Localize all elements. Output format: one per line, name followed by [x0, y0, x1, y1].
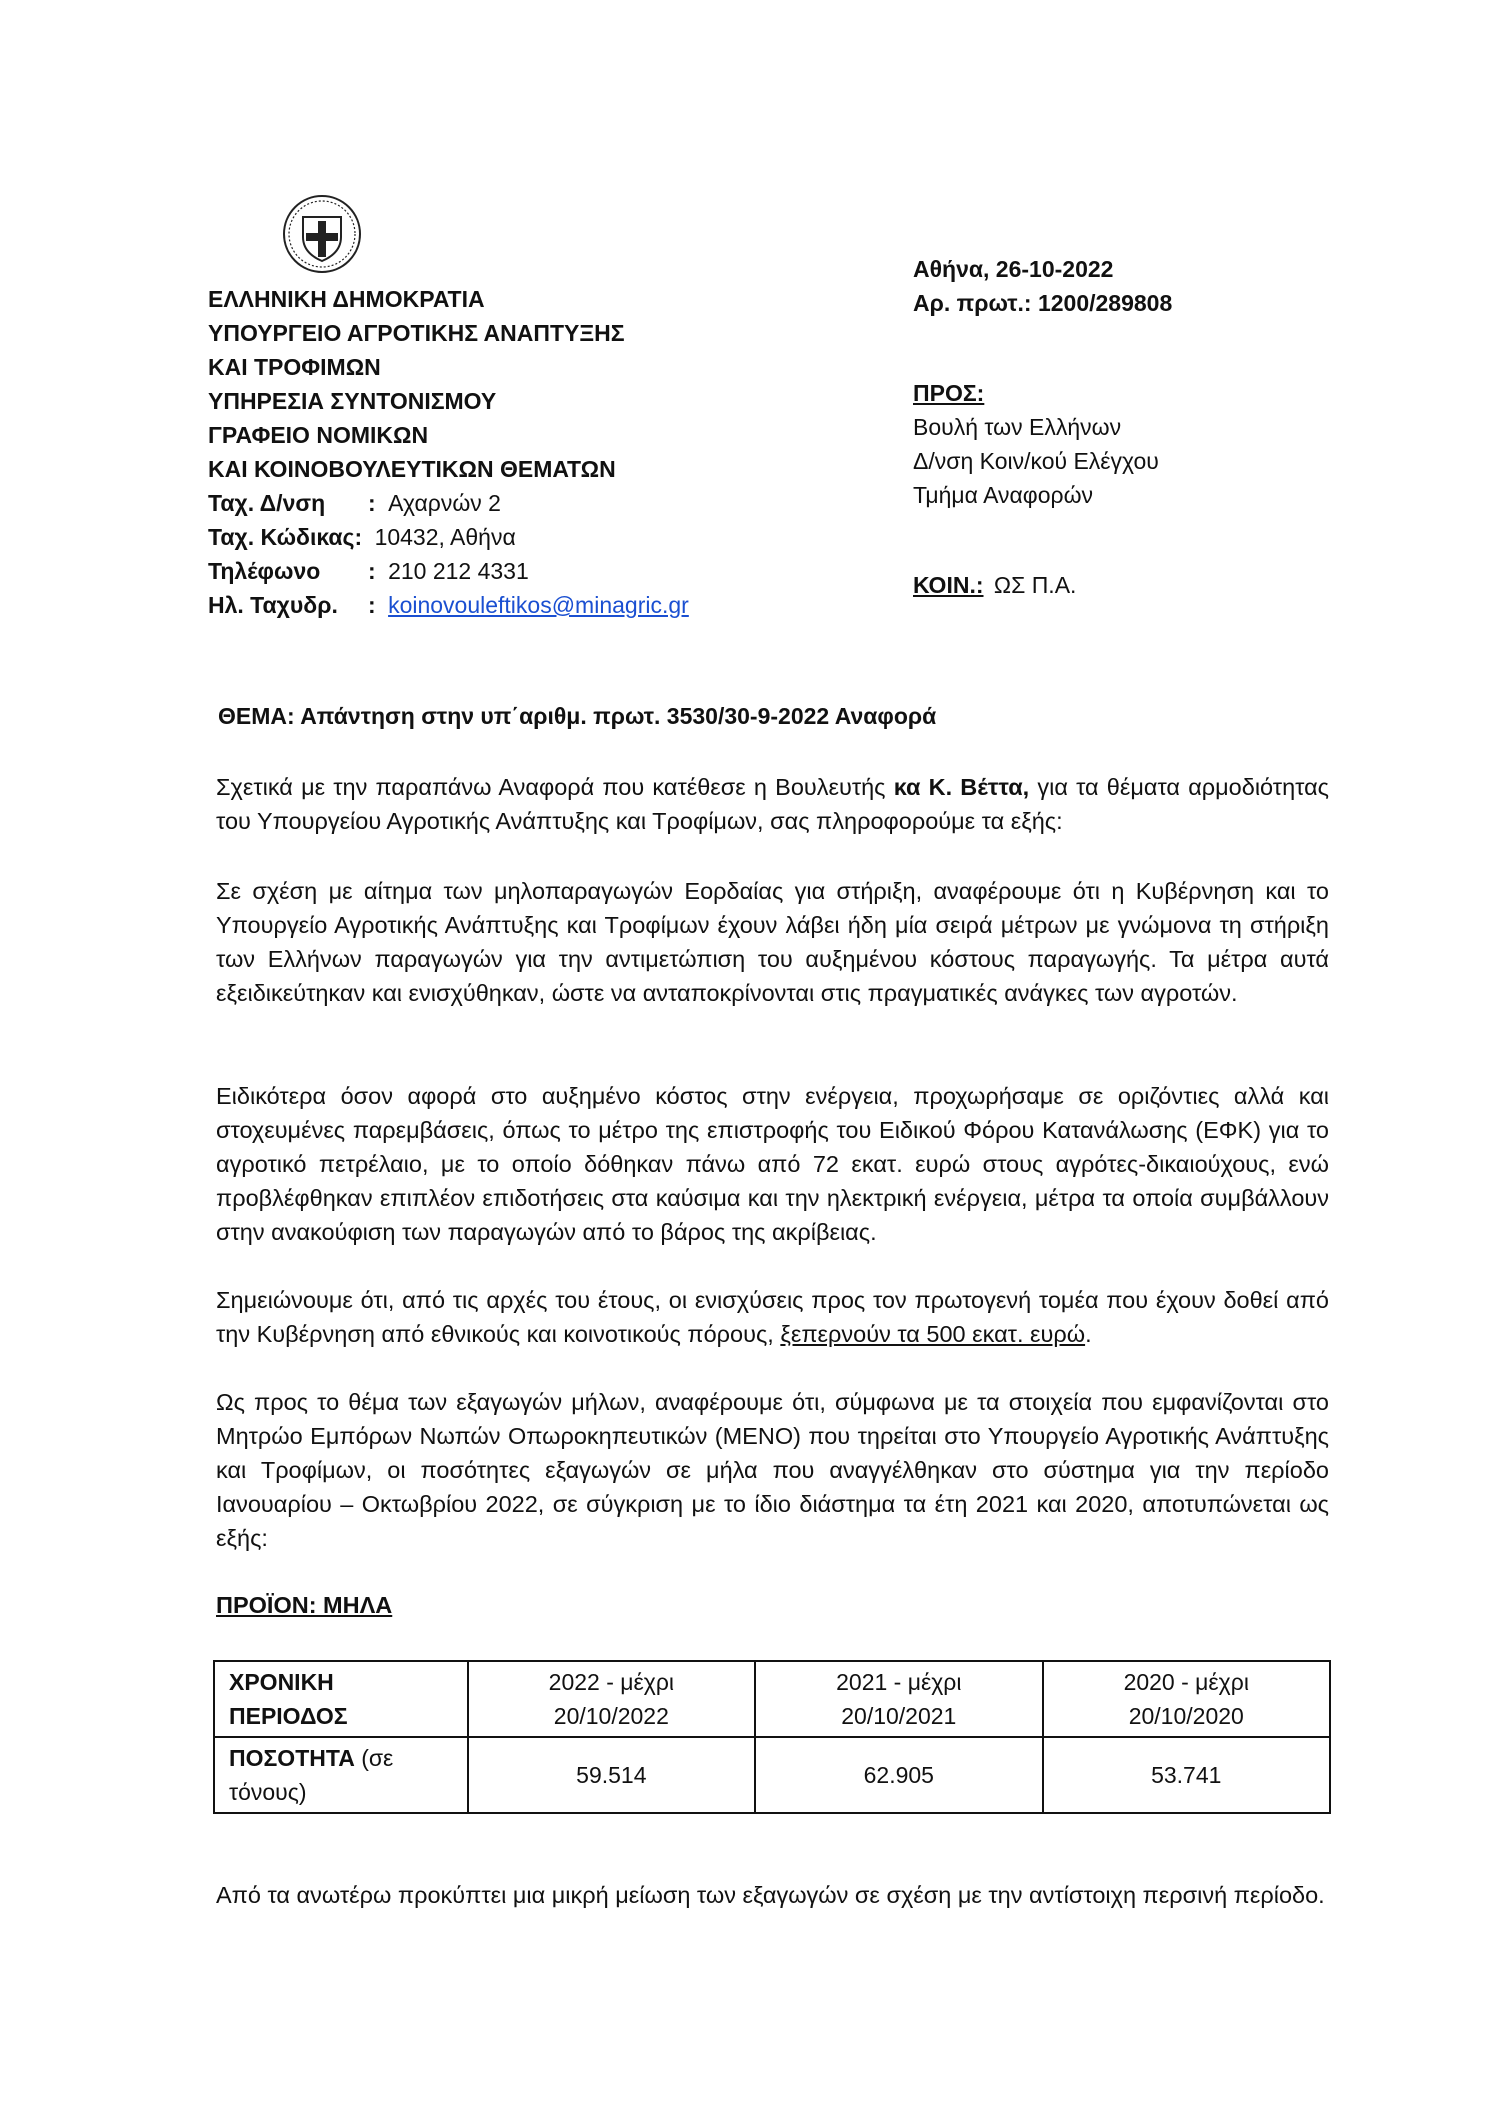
table-cell: 62.905 [755, 1737, 1042, 1813]
paragraph-energy: Ειδικότερα όσον αφορά στο αυξημένο κόστος στην ενέργεια, προχωρήσαμε σε οριζόντιες αλλά και στοχευμένες παρεμβάσεις, όπως το μέτρο της επιστροφής του Ειδικού Φόρου Κατανάλωσης (ΕΦΚ) για το αγροτικό πετρέλαιο, με το οποίο δόθηκαν πάνω από 72 εκατ. ευρώ στους αγρότες-δικαιούχους, ενώ προβλέφθηκαν επιπλέον επιδοτήσεις στα καύσιμα και την ηλεκτρική ενέργεια, μέτρα τα οποία συμβάλλουν στην ανακούφιση των παραγωγών από το βάρος της ακρίβειας. [216, 1083, 1329, 1245]
contact-label: Ταχ. Δ/νση [208, 490, 326, 516]
quantity-unit: (σε [354, 1745, 394, 1771]
org-line: ΕΛΛΗΝΙΚΗ ΔΗΜΟΚΡΑΤΙΑ [208, 286, 485, 312]
paragraph-exports: Ως προς το θέμα των εξαγωγών μήλων, αναφέρουμε ότι, σύμφωνα με τα στοιχεία που εμφανίζονται στο Μητρώο Εμπόρων Νωπών Οπωροκηπευτικών (ΜΕΝΟ) που τηρείται στο Υπουργείο Αγροτικής Ανάπτυξης και Τροφίμων, οι ποσότητες εξαγωγών σε μήλα που αναγγέλθηκαν στο σύστημα για την περίοδο Ιανουαρίου – Οκτωβρίου 2022, σε σύγκριση με το ίδιο διάστημα τα έτη 2021 και 2020, αποτυπώνεται ως εξής: [216, 1389, 1329, 1551]
contact-sep: : [368, 490, 376, 516]
contact-label: Τηλέφωνο [208, 558, 321, 584]
sender-block [208, 282, 689, 622]
paragraph-intro [216, 770, 1329, 838]
recipient-block [913, 252, 1172, 602]
period-year: 2021 - μέχρι [836, 1669, 962, 1695]
recipient-line: Τμήμα Αναφορών [913, 482, 1094, 508]
table-row [214, 1661, 1330, 1737]
table-header-cell [1043, 1661, 1330, 1737]
period-date: 20/10/2022 [553, 1703, 669, 1729]
cc-label: ΚΟΙΝ.: [913, 572, 984, 598]
period-label: ΧΡΟΝΙΚΗ [229, 1669, 334, 1695]
recipient-line: Δ/νση Κοιν/κού Ελέγχου [913, 448, 1159, 474]
contact-label: Ηλ. Ταχυδρ. [208, 592, 338, 618]
text-run: για τα θέματα αρμοδιότητας του Υπουργείου Αγροτικής Ανάπτυξης και Τροφίμων, σας πληροφορούμε τα εξής: [216, 774, 1330, 834]
table-cell: 53.741 [1043, 1737, 1330, 1813]
text-run: . [1085, 1321, 1092, 1347]
contact-email [208, 588, 689, 622]
cc-value: ΩΣ Π.Α. [993, 572, 1077, 598]
org-line: ΚΑΙ ΚΟΙΝΟΒΟΥΛΕΥΤΙΚΩΝ ΘΕΜΑΤΩΝ [208, 456, 616, 482]
period-label: ΠΕΡΙΟΔΟΣ [229, 1703, 348, 1729]
table-cell: 59.514 [468, 1737, 755, 1813]
contact-label: Ταχ. Κώδικας: [208, 524, 363, 550]
funding-highlight: ξεπερνούν τα 500 εκατ. ευρώ [780, 1321, 1086, 1347]
table-header-cell [468, 1661, 755, 1737]
table-header-cell [214, 1661, 468, 1737]
protocol-number: Αρ. πρωτ.: 1200/289808 [913, 290, 1173, 316]
contact-phone [208, 554, 689, 588]
subject-line: ΘΕΜΑ: Απάντηση στην υπ΄αριθμ. πρωτ. 3530/30-9-2022 Αναφορά [218, 703, 937, 729]
text-run: Σημειώνουμε ότι, από τις αρχές του έτους, οι ενισχύσεις προς τον πρωτογενή τομέα που έχουν δοθεί από την Κυβέρνηση από εθνικούς και κοινοτικούς πόρους, [216, 1287, 1329, 1347]
exports-table [213, 1660, 1331, 1814]
contact-value: 10432, Αθήνα [374, 524, 516, 550]
org-line: ΥΠΗΡΕΣΙΑ ΣΥΝΤΟΝΙΣΜΟΥ [208, 388, 497, 414]
contact-address [208, 486, 689, 520]
quantity-label: ΠΟΣΟΤΗΤΑ [229, 1745, 355, 1771]
contact-value: Αχαρνών 2 [388, 490, 501, 516]
recipient-line: Βουλή των Ελλήνων [913, 414, 1122, 440]
period-year: 2022 - μέχρι [548, 1669, 675, 1695]
contact-value: 210 212 4331 [388, 558, 529, 584]
contact-sep: : [368, 592, 376, 618]
org-line: ΓΡΑΦΕΙΟ ΝΟΜΙΚΩΝ [208, 422, 429, 448]
paragraph-funding [216, 1283, 1329, 1351]
text-run: Σχετικά με την παραπάνω Αναφορά που κατέθεσε η Βουλευτής [216, 774, 894, 800]
paragraph-support: Σε σχέση με αίτημα των μηλοπαραγωγών Εορδαίας για στήριξη, αναφέρουμε ότι η Κυβέρνηση και το Υπουργείο Αγροτικής Ανάπτυξης και Τροφίμων έχουν λάβει ήδη μία σειρά μέτρων με γνώμονα τη στήριξη των Ελλήνων παραγωγών για την αντιμετώπιση του αυξημένου κόστους παραγωγής. Τα μέτρα αυτά εξειδικεύτηκαν και ενισχύθηκαν, ώστε να ανταποκρίνονται στις πραγματικές ανάγκες των αγροτών. [216, 878, 1329, 1006]
table-header-cell [755, 1661, 1042, 1737]
greek-state-emblem [281, 193, 363, 275]
org-line: ΥΠΟΥΡΓΕΙΟ ΑΓΡΟΤΙΚΗΣ ΑΝΑΠΤΥΞΗΣ [208, 320, 625, 346]
cc-line [913, 568, 1172, 602]
period-date: 20/10/2021 [841, 1703, 957, 1729]
mp-name: κα Κ. Βέττα, [893, 774, 1030, 800]
table-row [214, 1737, 1330, 1813]
org-line: ΚΑΙ ΤΡΟΦΙΜΩΝ [208, 354, 381, 380]
table-cell [214, 1737, 468, 1813]
period-year: 2020 - μέχρι [1123, 1669, 1249, 1695]
paragraph-conclusion: Από τα ανωτέρω προκύπτει μια μικρή μείωση των εξαγωγών σε σχέση με την αντίστοιχη περσινή περίοδο. [216, 1882, 1325, 1908]
period-date: 20/10/2020 [1128, 1703, 1244, 1729]
to-label: ΠΡΟΣ: [913, 380, 985, 406]
product-title: ΠΡΟΪΟΝ: ΜΗΛΑ [216, 1592, 393, 1618]
email-link[interactable]: koinovouleftikos@minagric.gr [388, 592, 689, 618]
contact-postcode [208, 520, 689, 554]
quantity-unit: τόνους) [229, 1779, 307, 1805]
document-date: Αθήνα, 26-10-2022 [913, 256, 1114, 282]
contact-sep: : [368, 558, 376, 584]
